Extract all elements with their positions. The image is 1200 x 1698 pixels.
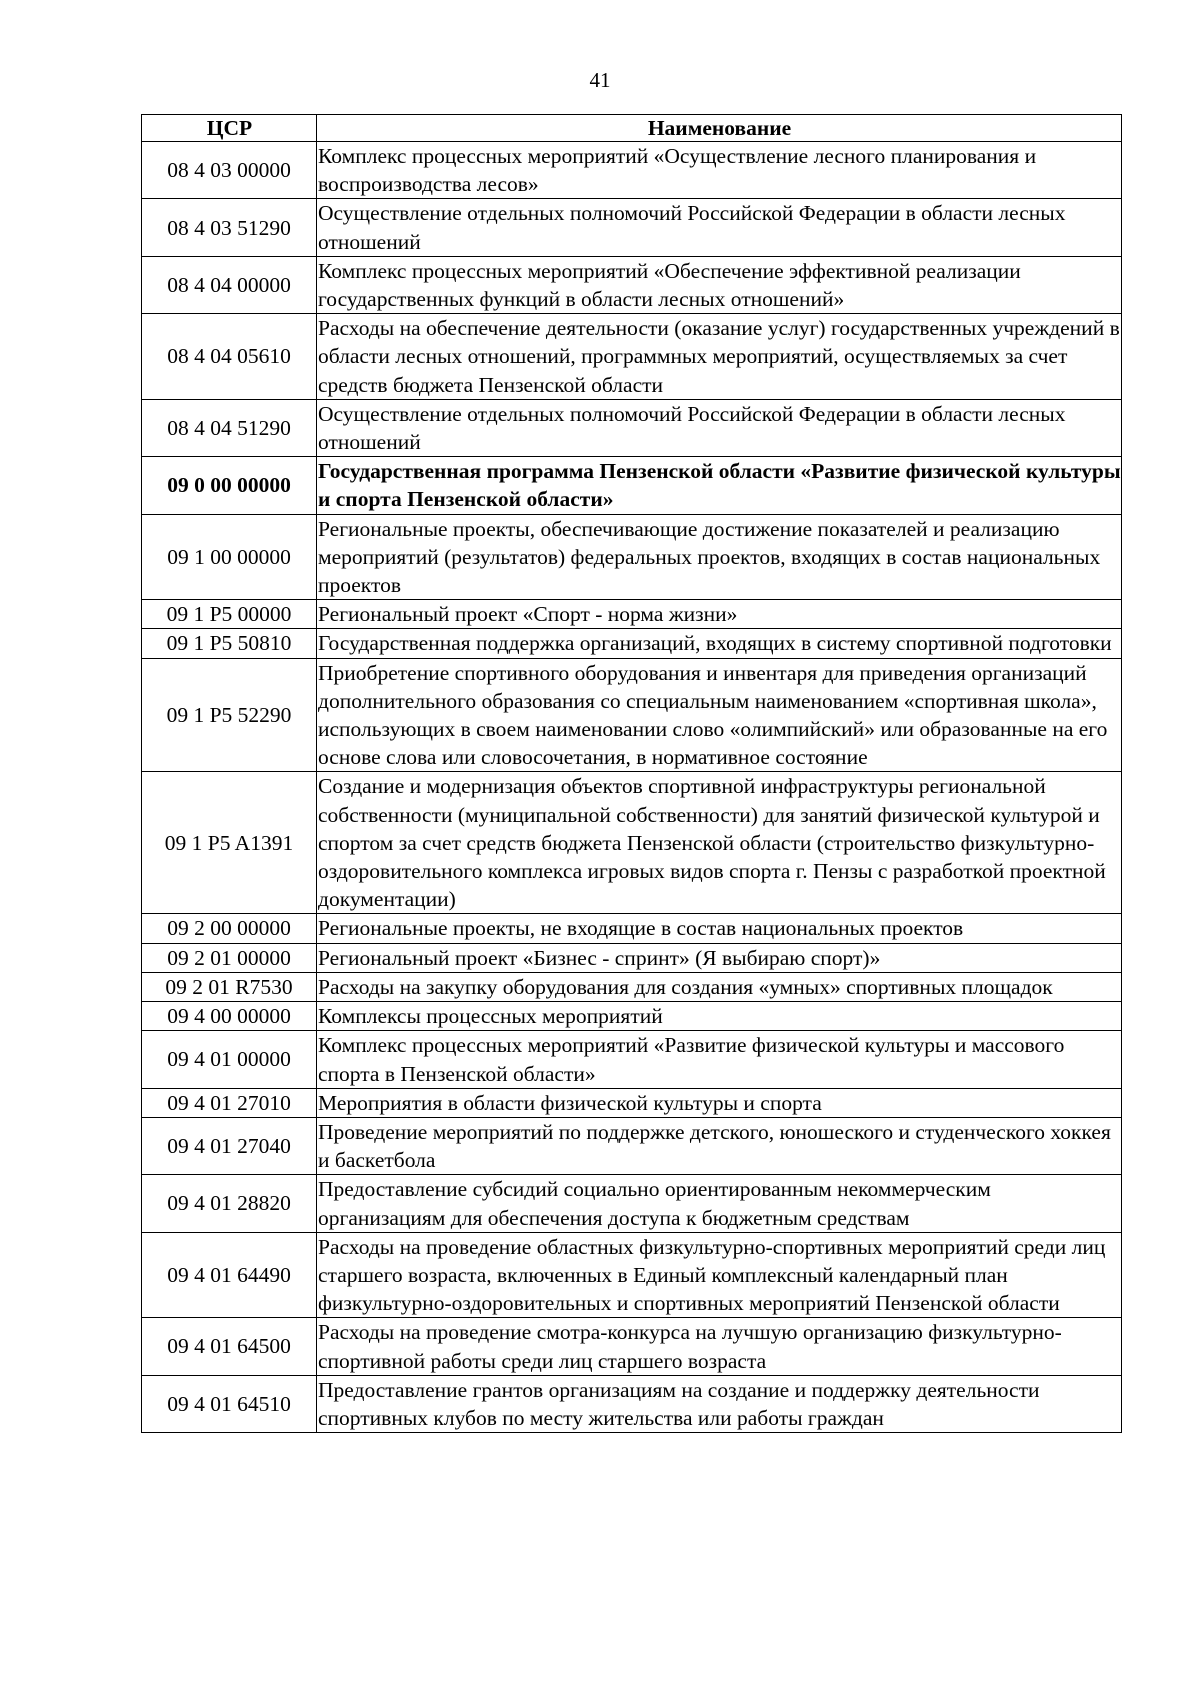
- row-code: 09 2 01 R7530: [142, 972, 317, 1001]
- row-name: Осуществление отдельных полномочий Российской Федерации в области лесных отношений: [317, 399, 1122, 456]
- row-name: Проведение мероприятий по поддержке детского, юношеского и студенческого хоккея и баскетбола: [317, 1117, 1122, 1174]
- row-code: 08 4 04 51290: [142, 399, 317, 456]
- table-row: [142, 514, 1122, 600]
- column-header-code: ЦСР: [142, 115, 317, 142]
- row-name: Комплекс процессных мероприятий «Развитие физической культуры и массового спорта в Пензенской области»: [317, 1031, 1122, 1088]
- row-code: 08 4 03 51290: [142, 199, 317, 256]
- row-code: 09 4 01 64490: [142, 1232, 317, 1318]
- row-code: 09 1 P5 50810: [142, 629, 317, 658]
- table-row: [142, 914, 1122, 943]
- row-name: Комплексы процессных мероприятий: [317, 1002, 1122, 1031]
- table-row: [142, 1175, 1122, 1232]
- row-name: Государственная поддержка организаций, входящих в систему спортивной подготовки: [317, 629, 1122, 658]
- row-name: Приобретение спортивного оборудования и инвентаря для приведения организаций дополнительного образования со специальным наименованием «спортивная школа», использующих в своем наименовании слово «олимпийский» или образованные на его основе слова или словосочетания, в нормативное состояние: [317, 658, 1122, 772]
- row-name: Региональный проект «Бизнес - спринт» (Я выбираю спорт)»: [317, 943, 1122, 972]
- row-code: 09 4 00 00000: [142, 1002, 317, 1031]
- row-code: 09 4 01 27010: [142, 1088, 317, 1117]
- row-name: Региональный проект «Спорт - норма жизни»: [317, 600, 1122, 629]
- row-code: 09 0 00 00000: [142, 457, 317, 514]
- row-code: 09 4 01 28820: [142, 1175, 317, 1232]
- table-row: [142, 943, 1122, 972]
- row-code: 09 1 P5 00000: [142, 600, 317, 629]
- table-row: [142, 772, 1122, 914]
- row-code: 09 4 01 64500: [142, 1318, 317, 1375]
- row-name: Расходы на обеспечение деятельности (оказание услуг) государственных учреждений в области лесных отношений, программных мероприятий, осуществляемых за счет средств бюджета Пензенской области: [317, 314, 1122, 400]
- row-code: 08 4 04 00000: [142, 256, 317, 313]
- table-row: [142, 399, 1122, 456]
- row-name: Предоставление субсидий социально ориентированным некоммерческим организациям для обеспечения доступа к бюджетным средствам: [317, 1175, 1122, 1232]
- row-code: 09 2 01 00000: [142, 943, 317, 972]
- row-code: 09 4 01 00000: [142, 1031, 317, 1088]
- row-name: Создание и модернизация объектов спортивной инфраструктуры региональной собственности (муниципальной собственности) для занятий физической культурой и спортом за счет средств бюджета Пензенской области (строительство физкультурно-оздоровительного комплекса игровых видов спорта г. Пензы с разработкой проектной документации): [317, 772, 1122, 914]
- row-name: Комплекс процессных мероприятий «Осуществление лесного планирования и воспроизводства лесов»: [317, 142, 1122, 199]
- column-header-name: Наименование: [317, 115, 1122, 142]
- row-code: 09 1 00 00000: [142, 514, 317, 600]
- row-name: Государственная программа Пензенской области «Развитие физической культуры и спорта Пензенской области»: [317, 457, 1122, 514]
- table-row: [142, 1117, 1122, 1174]
- row-code: 09 4 01 64510: [142, 1375, 317, 1432]
- row-name: Региональные проекты, не входящие в состав национальных проектов: [317, 914, 1122, 943]
- row-code: 08 4 03 00000: [142, 142, 317, 199]
- table-row: [142, 199, 1122, 256]
- row-code: 09 1 P5 52290: [142, 658, 317, 772]
- table-row: [142, 600, 1122, 629]
- row-code: 09 4 01 27040: [142, 1117, 317, 1174]
- page-number: 41: [589, 68, 611, 92]
- table-row: [142, 1002, 1122, 1031]
- table-row: [142, 972, 1122, 1001]
- table-row: [142, 1375, 1122, 1432]
- row-name: Осуществление отдельных полномочий Российской Федерации в области лесных отношений: [317, 199, 1122, 256]
- table-row: [142, 256, 1122, 313]
- table-header-row: [142, 115, 1122, 142]
- row-code: 08 4 04 05610: [142, 314, 317, 400]
- row-name: Региональные проекты, обеспечивающие достижение показателей и реализацию мероприятий (результатов) федеральных проектов, входящих в состав национальных проектов: [317, 514, 1122, 600]
- table-row: [142, 1232, 1122, 1318]
- table-row: [142, 1088, 1122, 1117]
- row-name: Мероприятия в области физической культуры и спорта: [317, 1088, 1122, 1117]
- row-name: Комплекс процессных мероприятий «Обеспечение эффективной реализации государственных функций в области лесных отношений»: [317, 256, 1122, 313]
- table-row: [142, 457, 1122, 514]
- row-code: 09 1 P5 A1391: [142, 772, 317, 914]
- table-row: [142, 142, 1122, 199]
- table-body: [142, 142, 1122, 1433]
- row-code: 09 2 00 00000: [142, 914, 317, 943]
- table-row: [142, 1031, 1122, 1088]
- table-row: [142, 314, 1122, 400]
- row-name: Предоставление грантов организациям на создание и поддержку деятельности спортивных клубов по месту жительства или работы граждан: [317, 1375, 1122, 1432]
- row-name: Расходы на проведение областных физкультурно-спортивных мероприятий среди лиц старшего возраста, включенных в Единый комплексный календарный план физкультурно-оздоровительных и спортивных мероприятий Пензенской области: [317, 1232, 1122, 1318]
- row-name: Расходы на проведение смотра-конкурса на лучшую организацию физкультурно-спортивной работы среди лиц старшего возраста: [317, 1318, 1122, 1375]
- csr-table: [141, 114, 1122, 1433]
- table-row: [142, 658, 1122, 772]
- row-name: Расходы на закупку оборудования для создания «умных» спортивных площадок: [317, 972, 1122, 1001]
- table-row: [142, 629, 1122, 658]
- table-row: [142, 1318, 1122, 1375]
